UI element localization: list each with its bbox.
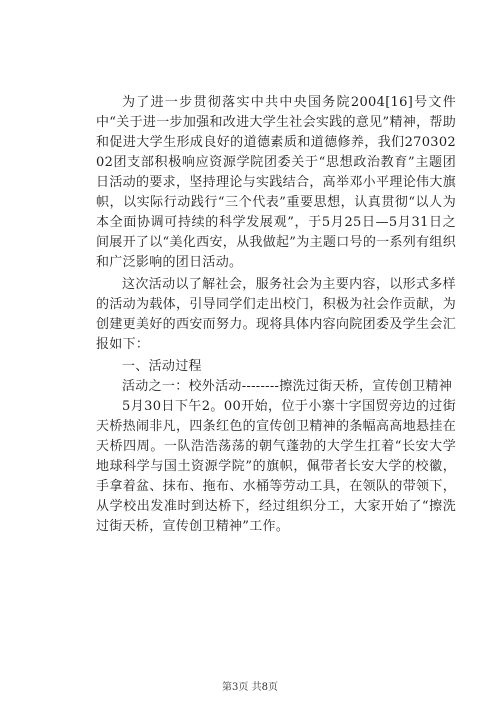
paragraph-activity-body: 5月30日下午2。00开始，位于小寨十字国贸旁边的过街天桥热闹非凡，四条红色的宣传创卫精神的条幅高高地悬挂在天桥四周。一队浩浩荡荡的朝气蓬勃的大学生扛着“长安大学地球科学与国土资源学院”的旗帜，佩带者长安大学的校徽，手拿着盆、抹布、拖布、水桶等劳动工具，在领队的带领下，从学校出发准时到达桥下，经过组织分工，大家开始了“擦洗过街天桥，宣传创卫精神”工作。 [96,399,456,534]
paragraph-intro: 为了进一步贯彻落实中共中央国务院2004[16]号文件中“关于进一步加强和改进大学生社会实践的意见”精神，帮助和促进大学生形成良好的道德素质和道德修养，我们27030202团支部积极响应资源学院团委关于“思想政治教育”主题团日活动的要求，坚持理论与实践结合，高举邓小平理论伟大旗帜，以实际行动践行“三个代表”重要思想，认真贯彻“以人为本全面协调可持续的科学发展观”，于5月25日—5月31日之间展开了以“美化西安，从我做起”为主题口号的一系列有组织和广泛影响的团日活动。 [96,95,456,270]
section-heading: 一、活动过程 [122,359,202,374]
paragraph-purpose: 这次活动以了解社会，服务社会为主要内容，以形式多样的活动为载体，引导同学们走出校门，积极为社会作贡献，为创建更美好的西安而努力。现将具体内容向院团委及学生会汇报如下： [96,277,456,352]
page-footer: 第3页 共8页 [222,682,278,693]
activity-title: 活动之一：校外活动--------擦洗过街天桥，宣传创卫精神 [122,379,453,394]
document-body [96,93,456,537]
